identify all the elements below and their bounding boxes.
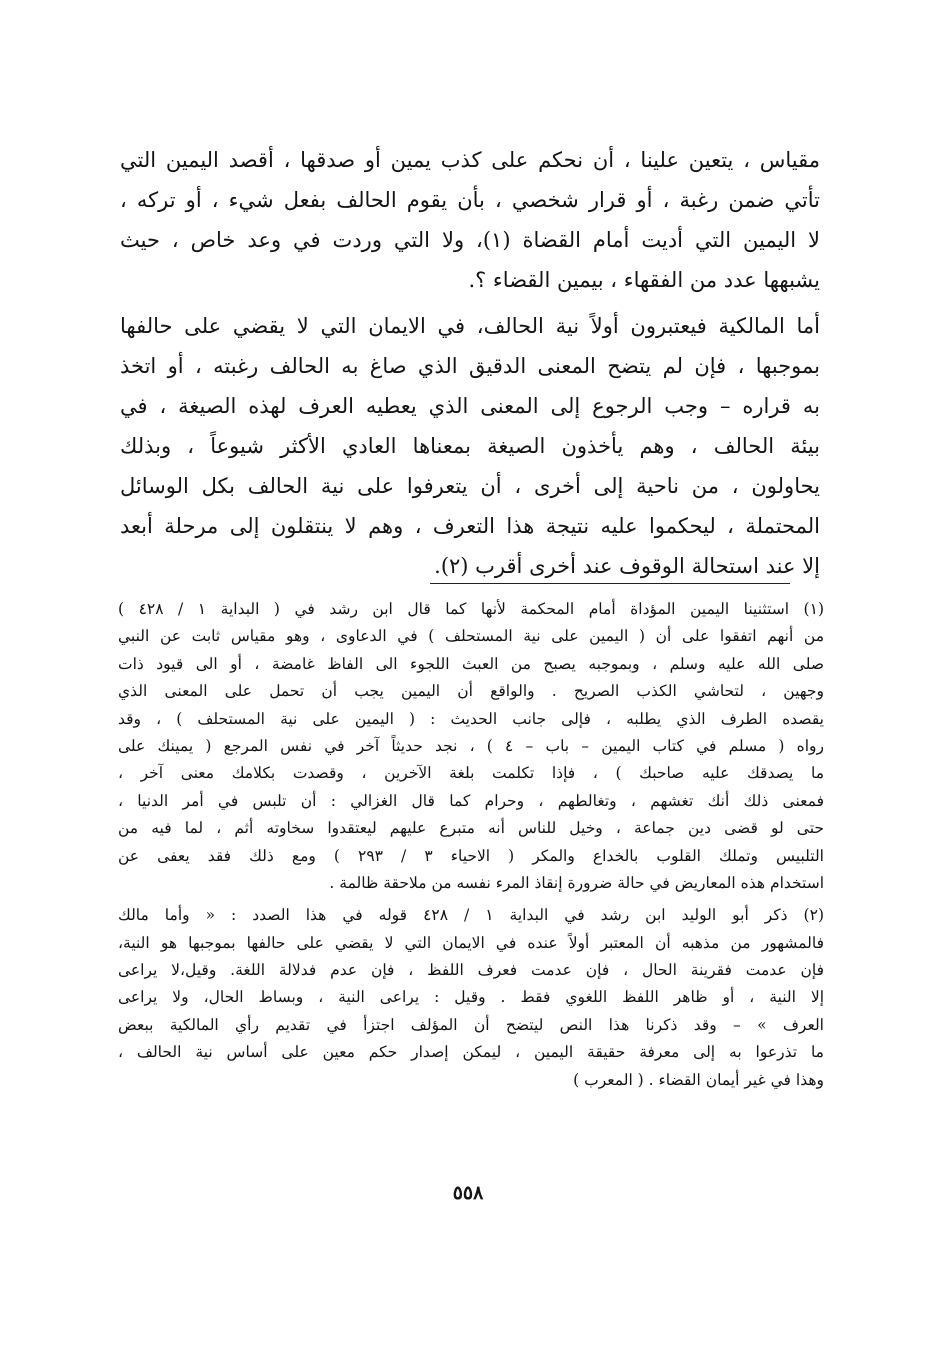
footnote-line: ما تذرعوا به إلى معرفة حقيقة اليمين ، ليمكن إصدار حكم معين على أساس نية الحالف ، bbox=[118, 1043, 824, 1062]
text-line: أما المالكية فيعتبرون أولاً نية الحالف، في الايمان التي لا يقضي على حالفها bbox=[120, 314, 820, 338]
footnote-line: (٢) ذكر أبو الوليد ابن رشد في البداية ١ / ٤٢٨ قوله في هذا الصدد : « وأما مالك bbox=[118, 906, 824, 925]
footnote-line: فالمشهور من مذهبه أن المعتبر أولاً عنده في الايمان التي لا يقضي على حالفها بموجبها هو النية، bbox=[118, 933, 824, 952]
footnote-line: رواه ( مسلم في كتاب اليمين – باب – ٤ ) ، نجد حديثاً آخر في نفس المرجع ( يمينك على bbox=[118, 736, 824, 755]
footnote-line: صلى الله عليه وسلم ، وبموجبه يصبح من العبث اللجوء الى الفاظ غامضة ، أو الى قيود ذات bbox=[118, 654, 824, 673]
footnote-line: العرف » – وقد ذكرنا هذا النص ليتضح أن المؤلف اجتزأ في تقديم رأي المالكية ببعض bbox=[118, 1015, 824, 1034]
footnote-line: وجهين ، لتحاشي الكذب الصريح . والواقع أن اليمين يجب أن تحمل على المعنى الذي bbox=[118, 682, 824, 701]
footnote-line: من أنهم اتفقوا على أن ( اليمين على نية المستحلف ) في الدعاوى ، وهو مقياس ثابت عن النبي bbox=[118, 627, 824, 646]
text-line: لا اليمين التي أديت أمام القضاة (١)، ولا التي وردت في وعد خاص ، حيث bbox=[120, 228, 820, 252]
page-number: ٥٥٨ bbox=[452, 1182, 484, 1204]
text-line: المحتملة ، ليحكموا عليه نتيجة هذا التعرف ، وهم لا ينتقلون إلى مرحلة أبعد bbox=[120, 514, 820, 538]
footnote-divider bbox=[430, 583, 790, 584]
footnote-line: التلبيس وتملك القلوب بالخداع والمكر ( الاحياء ٣ / ٢٩٣ ) ومع ذلك فقد يعفى عن bbox=[118, 846, 824, 865]
text-line: مقياس ، يتعين علينا ، أن نحكم على كذب يمين أو صدقها ، أقصد اليمين التي bbox=[120, 148, 820, 172]
footnote-line: (١) استثنينا اليمين المؤداة أمام المحكمة لأنها كما قال ابن رشد في ( البداية ١ / ٤٢٨ ) bbox=[118, 600, 824, 618]
text-line: بموجبها ، فإن لم يتضح المعنى الدقيق الذي صاغ به الحالف رغبته ، أو اتخذ bbox=[120, 354, 820, 378]
text-line: يشبهها عدد من الفقهاء ، بيمين القضاء ؟. bbox=[468, 268, 820, 292]
text-line: إلا عند استحالة الوقوف عند أخرى أقرب (٢). bbox=[434, 554, 820, 578]
footnotes bbox=[118, 596, 824, 1094]
footnote-1 bbox=[118, 596, 824, 897]
footnote-line: وهذا في غير أيمان القضاء . ( المعرب ) bbox=[573, 1070, 824, 1089]
footnote-line: فإن عدمت فقرينة الحال ، فإن عدمت فعرف اللفظ ، فإن عدم فدلالة اللغة. وقيل،لا يراعى bbox=[118, 961, 824, 980]
footnote-line: فمعنى ذلك أنك تغشهم ، وتغالطهم ، وحرام كما قال الغزالي : أن تلبس في أمر الدنيا ، bbox=[118, 791, 824, 810]
footnote-2 bbox=[118, 902, 824, 1094]
text-line: بيئة الحالف ، وهم يأخذون الصيغة بمعناها العادي الأكثر شيوعاً ، وبذلك bbox=[120, 434, 820, 458]
text-line: يحاولون ، من ناحية إلى أخرى ، أن يتعرفوا على نية الحالف بكل الوسائل bbox=[120, 474, 820, 498]
footnote-line: حتى لو قضى دين جماعة ، وخيل للناس أنه متبرع عليهم ليعتقدوا سخاوته أثم ، لما فيه من bbox=[118, 819, 824, 838]
text-line: تأتي ضمن رغبة ، أو قرار شخصي ، بأن يقوم الحالف بفعل شيء ، أو تركه ، bbox=[120, 188, 820, 212]
footnote-line: إلا النية ، أو ظاهر اللفظ اللغوي فقط . وقيل : يراعى النية ، وبساط الحال، ولا يراعى bbox=[118, 988, 824, 1007]
footnote-line: ما يصدقك عليه صاحبك ) ، فإذا تكلمت بلغة الآخرين ، وقصدت بكلامك معنى آخر ، bbox=[118, 764, 824, 783]
footnote-line: استخدام هذه المعاريض في حالة ضرورة إنقاذ المرء نفسه من ملاحقة ظالمة . bbox=[329, 873, 824, 892]
main-text-body bbox=[120, 140, 820, 586]
paragraph-2 bbox=[120, 306, 820, 586]
text-line: به قراره – وجب الرجوع إلى المعنى الذي يعطيه العرف لهذه الصيغة ، في bbox=[120, 394, 820, 418]
paragraph-1 bbox=[120, 140, 820, 300]
footnote-line: يقصده الطرف الذي يطلبه ، فإلى جانب الحديث : ( اليمين على نية المستحلف ) ، وقد bbox=[118, 709, 824, 728]
